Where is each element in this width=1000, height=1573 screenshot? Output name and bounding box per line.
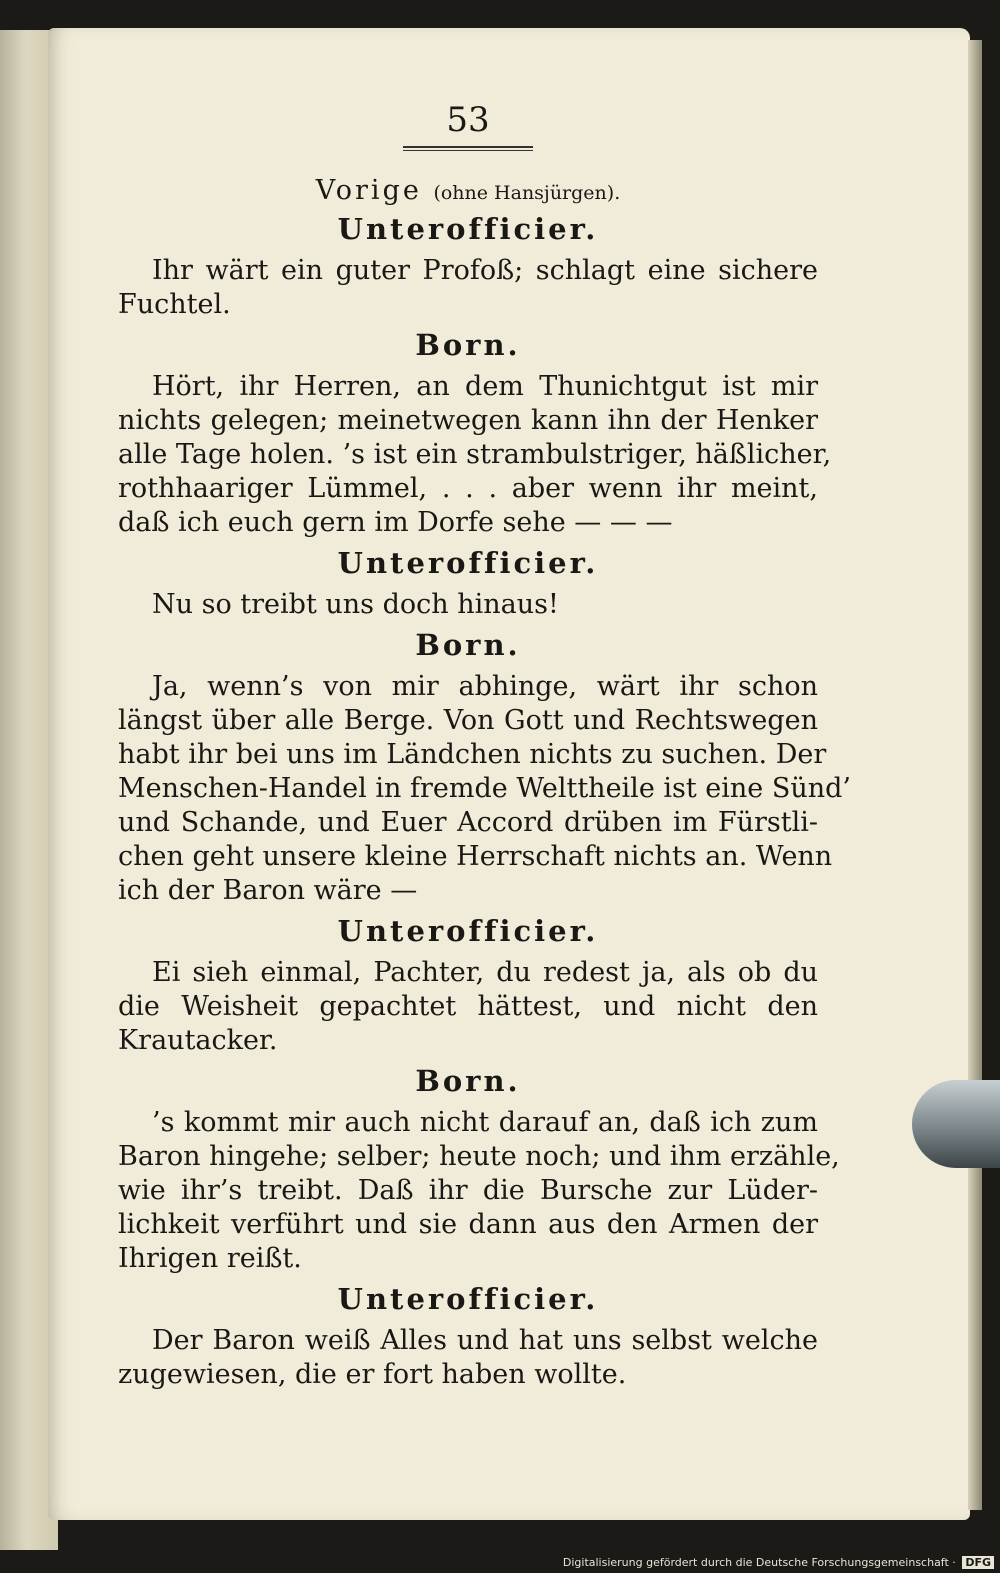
text-line: und Schande, und Euer Accord drüben im Fürstli-: [118, 807, 818, 838]
speaker-name: Born.: [415, 1064, 521, 1098]
text-line: chen geht unsere kleine Herrschaft nichts an. Wenn: [118, 841, 833, 872]
text-line: Ihr wärt ein guter Profoß; schlagt eine sichere: [152, 255, 818, 286]
speaker-name: Born.: [415, 328, 521, 362]
speaker-name: Unterofficier.: [337, 546, 599, 580]
credit-text: Digitalisierung gefördert durch die Deutsche Forschungsgemeinschaft: [562, 1556, 949, 1569]
text-line: Nu so treibt uns doch hinaus!: [152, 589, 559, 620]
page-number: 53: [446, 100, 490, 140]
text-line: daß ich euch gern im Dorfe sehe — — —: [118, 507, 673, 538]
text-line: Menschen-Handel in fremde Welttheile ist eine Sünd’: [118, 773, 852, 804]
text-line: die Weisheit gepachtet hättest, und nicht den: [118, 991, 818, 1022]
text-line: Baron hingehe; selber; heute noch; und ihm erzähle,: [118, 1141, 840, 1172]
text-line: Der Baron weiß Alles und hat uns selbst welche: [152, 1325, 818, 1356]
digitization-credit: Digitalisierung gefördert durch die Deutsche Forschungsgemeinschaft · DFG: [563, 1556, 994, 1569]
header-rule: [403, 146, 533, 151]
text-line: Krautacker.: [118, 1025, 278, 1056]
page-edge: [968, 40, 982, 1510]
page-clip: [912, 1080, 1000, 1168]
text-line: habt ihr bei uns im Ländchen nichts zu suchen. Der: [118, 739, 827, 770]
speaker-name: Unterofficier.: [337, 212, 599, 246]
speaker-name: Born.: [415, 628, 521, 662]
text-line: ’s kommt mir auch nicht darauf an, daß ich zum: [152, 1107, 818, 1138]
page-content: [118, 100, 852, 1392]
stage-direction: [118, 175, 818, 206]
text-line: wie ihr’s treibt. Daß ihr die Bursche zur Lüder-: [118, 1175, 818, 1206]
stage-note: (ohne Hansjürgen).: [433, 182, 621, 204]
text-line: Hört, ihr Herren, an dem Thunichtgut ist mir: [152, 371, 818, 402]
text-line: zugewiesen, die er fort haben wollte.: [118, 1359, 627, 1390]
text-line: Ja, wenn’s von mir abhinge, wärt ihr schon: [152, 671, 818, 702]
text-line: Fuchtel.: [118, 289, 231, 320]
text-line: längst über alle Berge. Von Gott und Rechtswegen: [118, 705, 818, 736]
text-line: alle Tage holen. ’s ist ein strambulstriger, häßlicher,: [118, 439, 832, 470]
speaker-name: Unterofficier.: [337, 914, 599, 948]
text-line: lichkeit verführt und sie dann aus den Armen der: [118, 1209, 818, 1240]
text-line: rothhaariger Lümmel, . . . aber wenn ihr meint,: [118, 473, 818, 504]
dfg-logo: DFG: [962, 1556, 994, 1569]
text-line: Ihrigen reißt.: [118, 1243, 302, 1274]
speaker-name: Unterofficier.: [337, 1282, 599, 1316]
text-line: ich der Baron wäre —: [118, 875, 418, 906]
text-line: nichts gelegen; meinetwegen kann ihn der Henker: [118, 405, 818, 436]
stage-main: Vorige: [315, 175, 422, 206]
text-line: Ei sieh einmal, Pachter, du redest ja, als ob du: [152, 957, 818, 988]
